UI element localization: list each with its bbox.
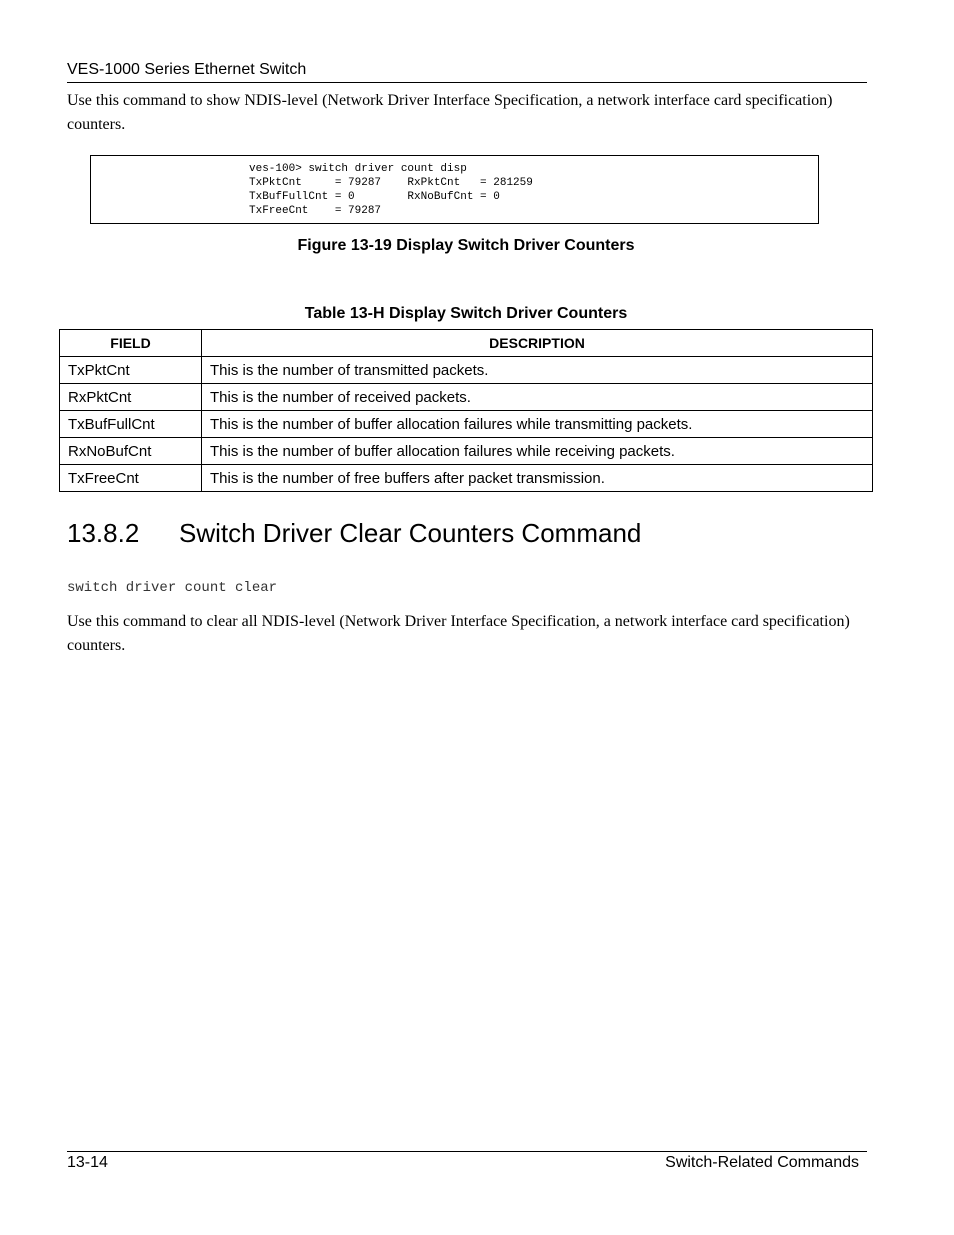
description-cell: This is the number of buffer allocation failures while receiving packets.: [202, 438, 873, 465]
column-header-description: DESCRIPTION: [202, 330, 873, 357]
section-title: Switch Driver Clear Counters Command: [179, 518, 642, 548]
description-cell: This is the number of transmitted packets.: [202, 357, 873, 384]
table-caption: Table 13-H Display Switch Driver Counters: [304, 305, 628, 322]
code-example-box: [90, 155, 819, 224]
figure-caption: Figure 13-19 Display Switch Driver Counters: [297, 237, 635, 254]
description-cell: This is the number of buffer allocation failures while transmitting packets.: [202, 411, 873, 438]
description-cell: This is the number of received packets.: [202, 384, 873, 411]
field-cell: TxBufFullCnt: [60, 411, 202, 438]
running-header: VES-1000 Series Ethernet Switch: [67, 61, 307, 78]
table-row: [60, 438, 873, 465]
table-row: [60, 357, 873, 384]
table-row: [60, 384, 873, 411]
section-number: 13.8.2: [67, 518, 140, 548]
chapter-title: Switch-Related Commands: [665, 1154, 859, 1171]
table-row: [60, 465, 873, 492]
clear-paragraph: Use this command to clear all NDIS-level (Network Driver Interface Specification, a network interface card specification) counters.: [67, 613, 850, 654]
code-line: ves-100> switch driver count disp: [249, 163, 467, 175]
table-row: [60, 411, 873, 438]
column-header-field: FIELD: [60, 330, 202, 357]
header-divider: [67, 82, 867, 83]
command-syntax: switch driver count clear: [67, 580, 278, 596]
field-cell: RxNoBufCnt: [60, 438, 202, 465]
footer-divider: [67, 1151, 867, 1152]
intro-paragraph: Use this command to show NDIS-level (Network Driver Interface Specification, a network interface card specification) counters.: [67, 92, 833, 133]
counters-table: [59, 329, 873, 492]
code-line: TxFreeCnt = 79287: [249, 205, 382, 217]
page-number: 13-14: [67, 1154, 108, 1171]
table-header-row: [60, 330, 873, 357]
description-cell: This is the number of free buffers after packet transmission.: [202, 465, 873, 492]
field-cell: TxPktCnt: [60, 357, 202, 384]
code-example: [249, 162, 533, 218]
field-cell: TxFreeCnt: [60, 465, 202, 492]
section-heading: [67, 518, 641, 549]
field-cell: RxPktCnt: [60, 384, 202, 411]
code-line: TxPktCnt = 79287 RxPktCnt = 281259: [249, 177, 533, 189]
code-line: TxBufFullCnt = 0 RxNoBufCnt = 0: [249, 191, 500, 203]
